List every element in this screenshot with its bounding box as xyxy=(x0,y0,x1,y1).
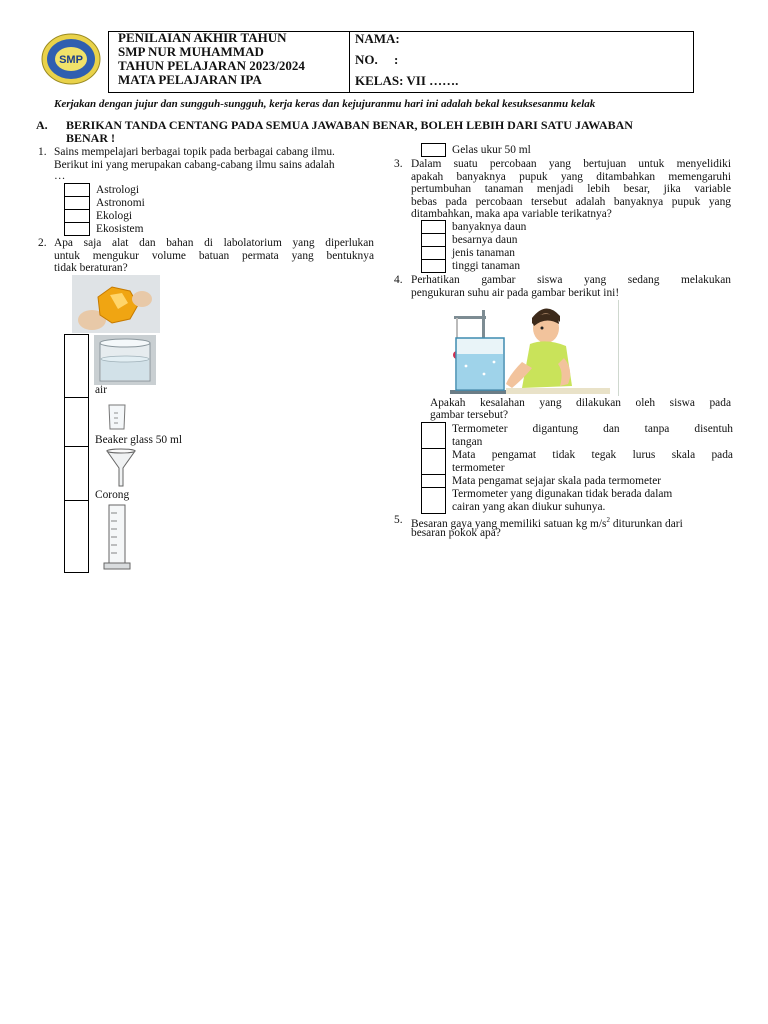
q3-text-1: Dalam suatu percobaan yang bertujuan untuk menyelidiki xyxy=(411,158,731,170)
q2-checkbox-4[interactable] xyxy=(65,501,88,572)
q3-option-2: besarnya daun xyxy=(452,234,518,246)
school-logo xyxy=(41,33,101,85)
section-instruction-2: BENAR ! xyxy=(66,131,116,145)
q1-text-3: … xyxy=(54,170,66,182)
q2-option-2: Beaker glass 50 ml xyxy=(95,434,182,446)
q1-checkbox-1[interactable] xyxy=(64,183,90,197)
q3-checkbox-3[interactable] xyxy=(421,246,446,260)
q1-option-4: Ekosistem xyxy=(96,223,144,235)
header-title-1: PENILAIAN AKHIR TAHUN xyxy=(118,30,287,45)
kelas-field[interactable]: KELAS: VII ……. xyxy=(355,73,459,88)
q2-option-3: Corong xyxy=(95,489,130,501)
q3-checkbox-2[interactable] xyxy=(421,233,446,247)
q3-option-1: banyaknya daun xyxy=(452,221,527,233)
water-image xyxy=(94,335,156,385)
q1-option-3: Ekologi xyxy=(96,210,133,222)
q4-checkbox-3[interactable] xyxy=(421,474,446,488)
q2-number: 2. xyxy=(38,237,47,249)
graduated-cylinder-icon xyxy=(102,503,132,571)
q1-option-2: Astronomi xyxy=(96,197,145,209)
q4-option-4-line-2: cairan yang akan diukur suhunya. xyxy=(452,501,606,513)
section-instruction-1: BERIKAN TANDA CENTANG PADA SEMUA JAWABAN BENAR, BOLEH LEBIH DARI SATU JAWABAN xyxy=(66,118,633,132)
header-divider xyxy=(349,31,350,93)
q5-text-1: Besaran gaya yang memiliki satuan kg $m/s^2$ diturunkan dari xyxy=(411,516,683,530)
illustration-border xyxy=(618,300,619,396)
q4-text-1: Perhatikan gambar siswa yang sedang melakukan xyxy=(411,274,731,286)
q1-checkbox-3[interactable] xyxy=(64,209,90,223)
q2-option-4: Gelas ukur 50 ml xyxy=(452,144,531,156)
logo-text: SMP xyxy=(59,54,83,66)
q4-checkbox-1[interactable] xyxy=(421,422,446,449)
q2-checkbox-1[interactable] xyxy=(65,335,88,396)
q5-number: 5. xyxy=(394,514,403,526)
q4-number: 4. xyxy=(394,274,403,286)
q1-checkbox-2[interactable] xyxy=(64,196,90,210)
q2-option-1: air xyxy=(95,384,108,396)
q4-text-2: pengukuran suhu air pada gambar berikut ini! xyxy=(411,287,620,299)
beaker-icon xyxy=(106,403,128,431)
q3-number: 3. xyxy=(394,158,403,170)
q3-option-3: jenis tanaman xyxy=(452,247,515,259)
q3-checkbox-1[interactable] xyxy=(421,220,446,234)
q4-option-3: Mata pengamat sejajar skala pada termometer xyxy=(452,475,662,487)
q2-text-3: tidak beraturan? xyxy=(54,262,128,274)
header-title-2: SMP NUR MUHAMMAD xyxy=(118,44,264,59)
q4-option-4-line-1: Termometer yang digunakan tidak berada dalam xyxy=(452,488,673,500)
funnel-icon xyxy=(106,448,136,488)
q1-checkbox-4[interactable] xyxy=(64,222,90,236)
header-title-3: TAHUN PELAJARAN 2023/2024 xyxy=(118,58,305,73)
header-title-4: MATA PELAJARAN IPA xyxy=(118,72,262,87)
q2-text-2: untuk mengukur volume batuan permata yang bentuknya xyxy=(54,250,374,262)
nama-field[interactable]: NAMA: xyxy=(355,31,400,46)
q4-question-1: Apakah kesalahan yang dilakukan oleh siswa pada xyxy=(430,397,731,409)
q3-text-2: apakah banyaknya pupuk yang ditambahkan memengaruhi xyxy=(411,171,731,183)
q5-text-2: besaran pokok apa? xyxy=(411,527,501,539)
q4-checkbox-2[interactable] xyxy=(421,448,446,475)
q4-option-2-line-1: Mata pengamat tidak tegak lurus skala pada xyxy=(452,449,733,461)
q3-text-4: bebas pada percobaan tersebut adalah banyaknya pupuk yang xyxy=(411,196,731,208)
q3-text-3: pertumbuhan tanaman menjadi lebih besar, jika variable xyxy=(411,183,731,195)
q2-checkbox-3[interactable] xyxy=(65,447,88,499)
q5-superscript: 2 xyxy=(606,516,610,524)
q1-number: 1. xyxy=(38,146,47,158)
q4-checkbox-4[interactable] xyxy=(421,487,446,514)
student-measuring-temperature-illustration xyxy=(448,302,610,396)
q4-option-2-line-2: termometer xyxy=(452,462,505,474)
q4-question-2: gambar tersebut? xyxy=(430,409,509,421)
q2-checkbox-2[interactable] xyxy=(65,398,88,445)
q3-checkbox-4[interactable] xyxy=(421,259,446,273)
q3-option-4: tinggi tanaman xyxy=(452,260,521,272)
q2-checkbox-4-mark[interactable] xyxy=(421,143,446,157)
q3-text-5: ditambahkan, maka apa variable terikatnya? xyxy=(411,208,612,220)
no-field[interactable]: NO. : xyxy=(355,52,399,67)
q2-text-1: Apa saja alat dan bahan di labolatorium yang diperlukan xyxy=(54,237,374,249)
q1-text-2: Berikut ini yang merupakan cabang-cabang ilmu sains adalah xyxy=(54,159,335,171)
motto: Kerjakan dengan jujur dan sungguh-sungguh, kerja keras dan kejujuranmu hari ini adalah bekal kesuksesanmu kelak xyxy=(54,98,596,110)
q4-option-1-line-1: Termometer digantung dan tanpa disentuh xyxy=(452,423,733,435)
q4-option-1-line-2: tangan xyxy=(452,436,483,448)
section-letter: A. xyxy=(36,118,48,132)
gemstone-image xyxy=(72,275,160,333)
q1-option-1: Astrologi xyxy=(96,184,140,196)
q1-text-1: Sains mempelajari berbagai topik pada berbagai cabang ilmu. xyxy=(54,146,335,158)
